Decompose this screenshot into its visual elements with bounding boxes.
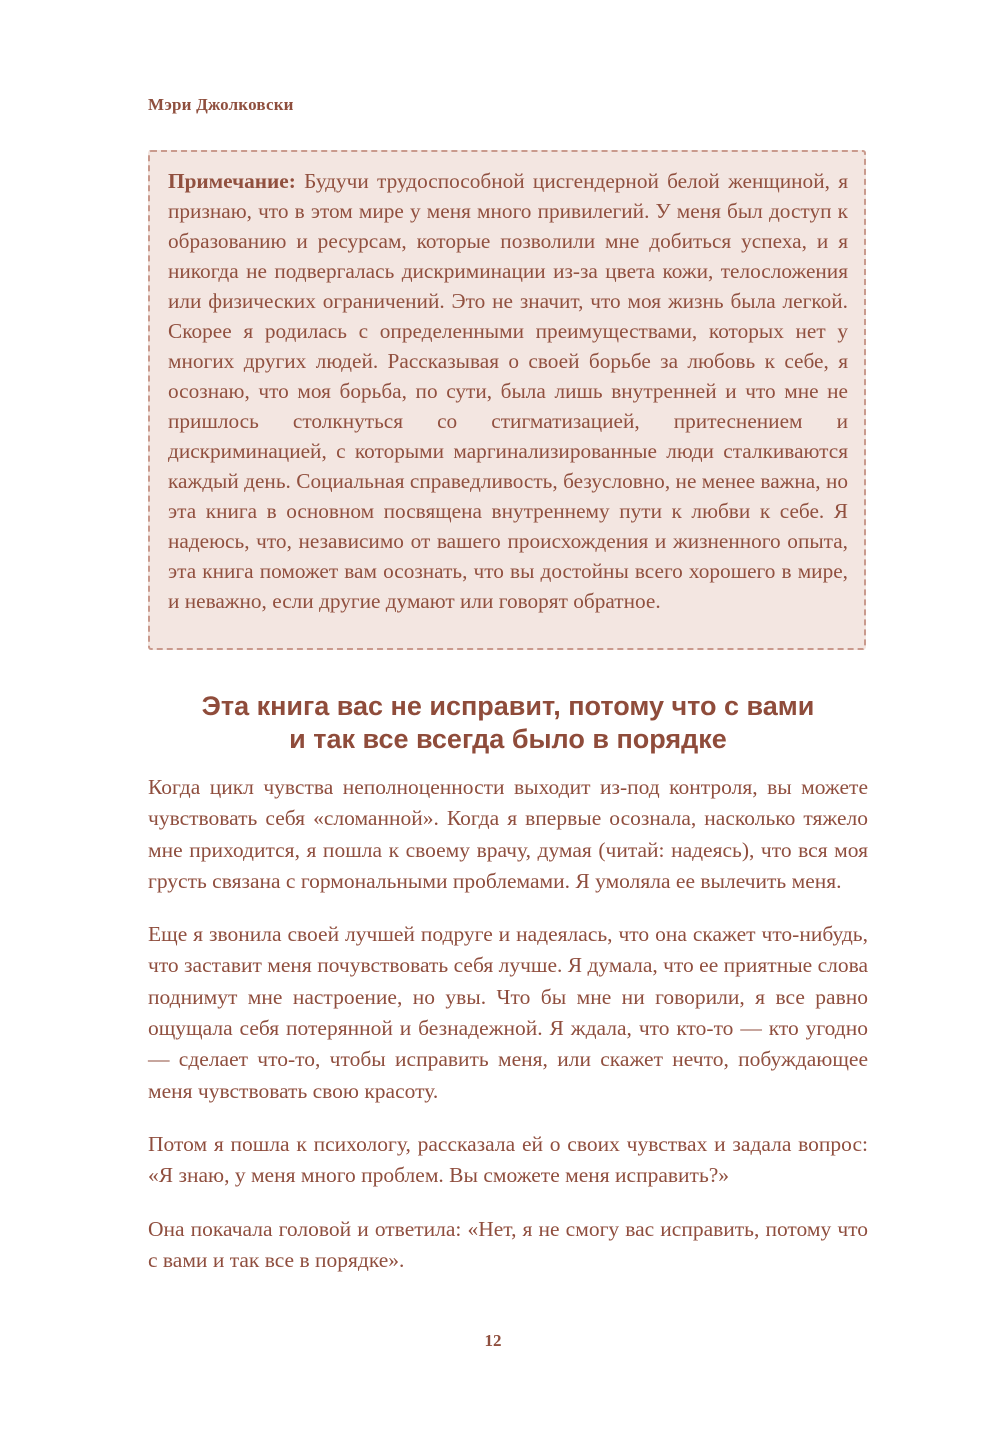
body-text <box>148 772 868 1298</box>
note-body: Будучи трудоспособной цисгендерной белой женщиной, я признаю, что в этом мире у меня много привилегий. У меня был доступ к образованию и ресурсам, которые позволили мне добиться успеха, и я никогда не подвергалась дискриминации из-за цвета кожи, телосложения или физических ограничений. Это не значит, что моя жизнь была легкой. Скорее я родилась с определенными преимуществами, которых нет у многих других людей. Рассказывая о своей борьбе за любовь к себе, я осознаю, что моя борьба, по сути, была лишь внутренней и что мне не пришлось столкнуться со стигматизацией, притеснением и дискриминацией, с которыми маргинализированные люди сталкиваются каждый день. Социальная справедливость, безусловно, не менее важна, но эта книга в основном посвящена внутреннему пути к любви к себе. Я надеюсь, что, независимо от вашего происхождения и жизненного опыта, эта книга поможет вам осознать, что вы достойны всего хорошего в мире, и неважно, если другие думают или говорят обратное. <box>168 169 848 613</box>
paragraph: Потом я пошла к психологу, рассказала ей о своих чувствах и задала вопрос: «Я знаю, у меня много проблем. Вы сможете меня исправить?» <box>148 1131 868 1188</box>
section-heading <box>148 690 868 756</box>
paragraph: Когда цикл чувства неполноценности выходит из-под контроля, вы можете чувствовать себя «сломанной». Когда я впервые осознала, насколько тяжело мне приходится, я пошла к своему врачу, думая (читай: надеясь), что вся моя грусть связана с гормональными проблемами. Я умоляла ее вылечить меня. <box>148 775 868 893</box>
running-head-author: Мэри Джолковски <box>148 95 294 114</box>
note-box <box>148 150 866 650</box>
page-number: 12 <box>484 1331 502 1350</box>
paragraph: Еще я звонила своей лучшей подруге и надеялась, что она скажет что-нибудь, что заставит меня почувствовать себя лучше. Я думала, что ее приятные слова поднимут мне настроение, но увы. Что бы мне ни говорили, я все равно ощущала себя потерянной и безнадежной. Я ждала, что кто-то — кто угодно — сделает что-то, чтобы исправить меня, или скажет нечто, побуждающее меня чувствовать свою красоту. <box>148 922 868 1103</box>
section-heading-line-2: и так все всегда было в порядке <box>289 724 727 754</box>
paragraph: Она покачала головой и ответила: «Нет, я не смогу вас исправить, потому что с вами и так все в порядке». <box>148 1216 868 1272</box>
note-label: Примечание: <box>168 169 296 193</box>
section-heading-line-1: Эта книга вас не исправит, потому что с вами <box>201 691 815 721</box>
note-text <box>168 166 848 616</box>
